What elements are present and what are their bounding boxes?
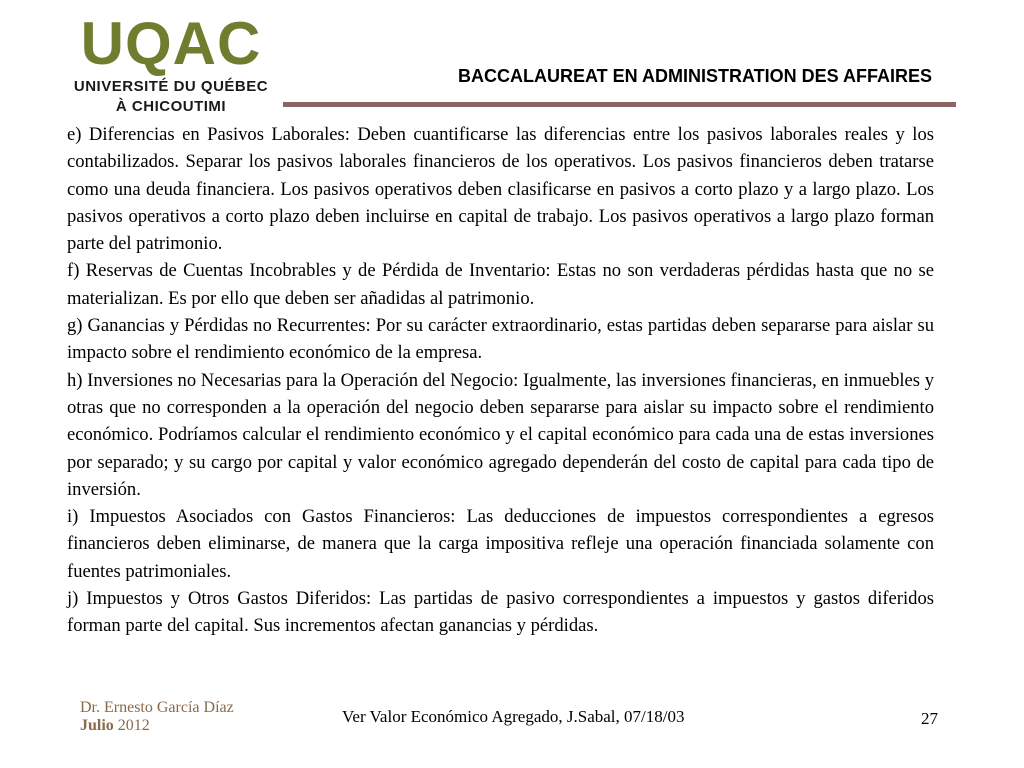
footer-date — [80, 717, 150, 735]
paragraph-g: g) Ganancias y Pérdidas no Recurrentes: Por su carácter extraordinario, estas partidas deben separarse para aislar su impacto sobre el rendimiento económico de la empresa. — [67, 315, 934, 364]
uqac-logo — [60, 10, 282, 120]
header-divider — [283, 102, 956, 107]
page-number: 27 — [921, 709, 938, 728]
paragraph-f: f) Reservas de Cuentas Incobrables y de Pérdida de Inventario: Estas no son verdaderas pérdidas hasta que no se materializan. Es por ello que deben ser añadidas al patrimonio. — [67, 260, 934, 309]
paragraph-h: h) Inversiones no Necesarias para la Operación del Negocio: Igualmente, las inversiones financieras, en inmuebles y otras que no corresponden a la operación del negocio deben separarse para aislar su impacto sobre el rendimiento económico. Podríamos calcular el rendimiento económico y el capital económico para cada una de estas inversiones por separado; y su cargo por capital y valor económico agregado dependerán del costo de capital para cada tipo de inversión. — [67, 369, 934, 500]
slide-body — [67, 121, 934, 640]
logo-university-line: UNIVERSITÉ DU QUÉBEC — [73, 78, 269, 95]
paragraph-e: e) Diferencias en Pasivos Laborales: Deben cuantificarse las diferencias entre los pasivos laborales reales y los contabilizados. Separar los pasivos laborales financieros de los operativos. Los pasivos financieros deben tratarse como una deuda financiera. Los pasivos operativos deben clasificarse en pasivos a corto plazo y a largo plazo. Los pasivos operativos a corto plazo deben incluirse en capital de trabajo. Los pasivos operativos a largo plazo forman parte del patrimonio. — [67, 124, 934, 255]
logo-wordmark: UQAC — [80, 10, 262, 77]
logo-city-line: À CHICOUTIMI — [115, 98, 227, 115]
footer-reference: Ver Valor Económico Agregado, J.Sabal, 07/18/03 — [342, 707, 685, 726]
paragraph-i: i) Impuestos Asociados con Gastos Financieros: Las deducciones de impuestos correspondientes a egresos financieros deben eliminarse, de manera que la carga impositiva refleje una operación financiada solamente con fuentes patrimoniales. — [67, 506, 934, 582]
slide-header-title: BACCALAUREAT EN ADMINISTRATION DES AFFAIRES — [458, 66, 932, 86]
paragraph-j: j) Impuestos y Otros Gastos Diferidos: Las partidas de pasivo correspondientes a impuestos y gastos diferidos forman parte del capital. Sus incrementos afectan ganancias y pérdidas. — [67, 588, 934, 637]
footer-year: 2012 — [117, 717, 150, 734]
footer-month: Julio — [80, 717, 114, 734]
footer-author: Dr. Ernesto García Díaz — [80, 699, 234, 716]
